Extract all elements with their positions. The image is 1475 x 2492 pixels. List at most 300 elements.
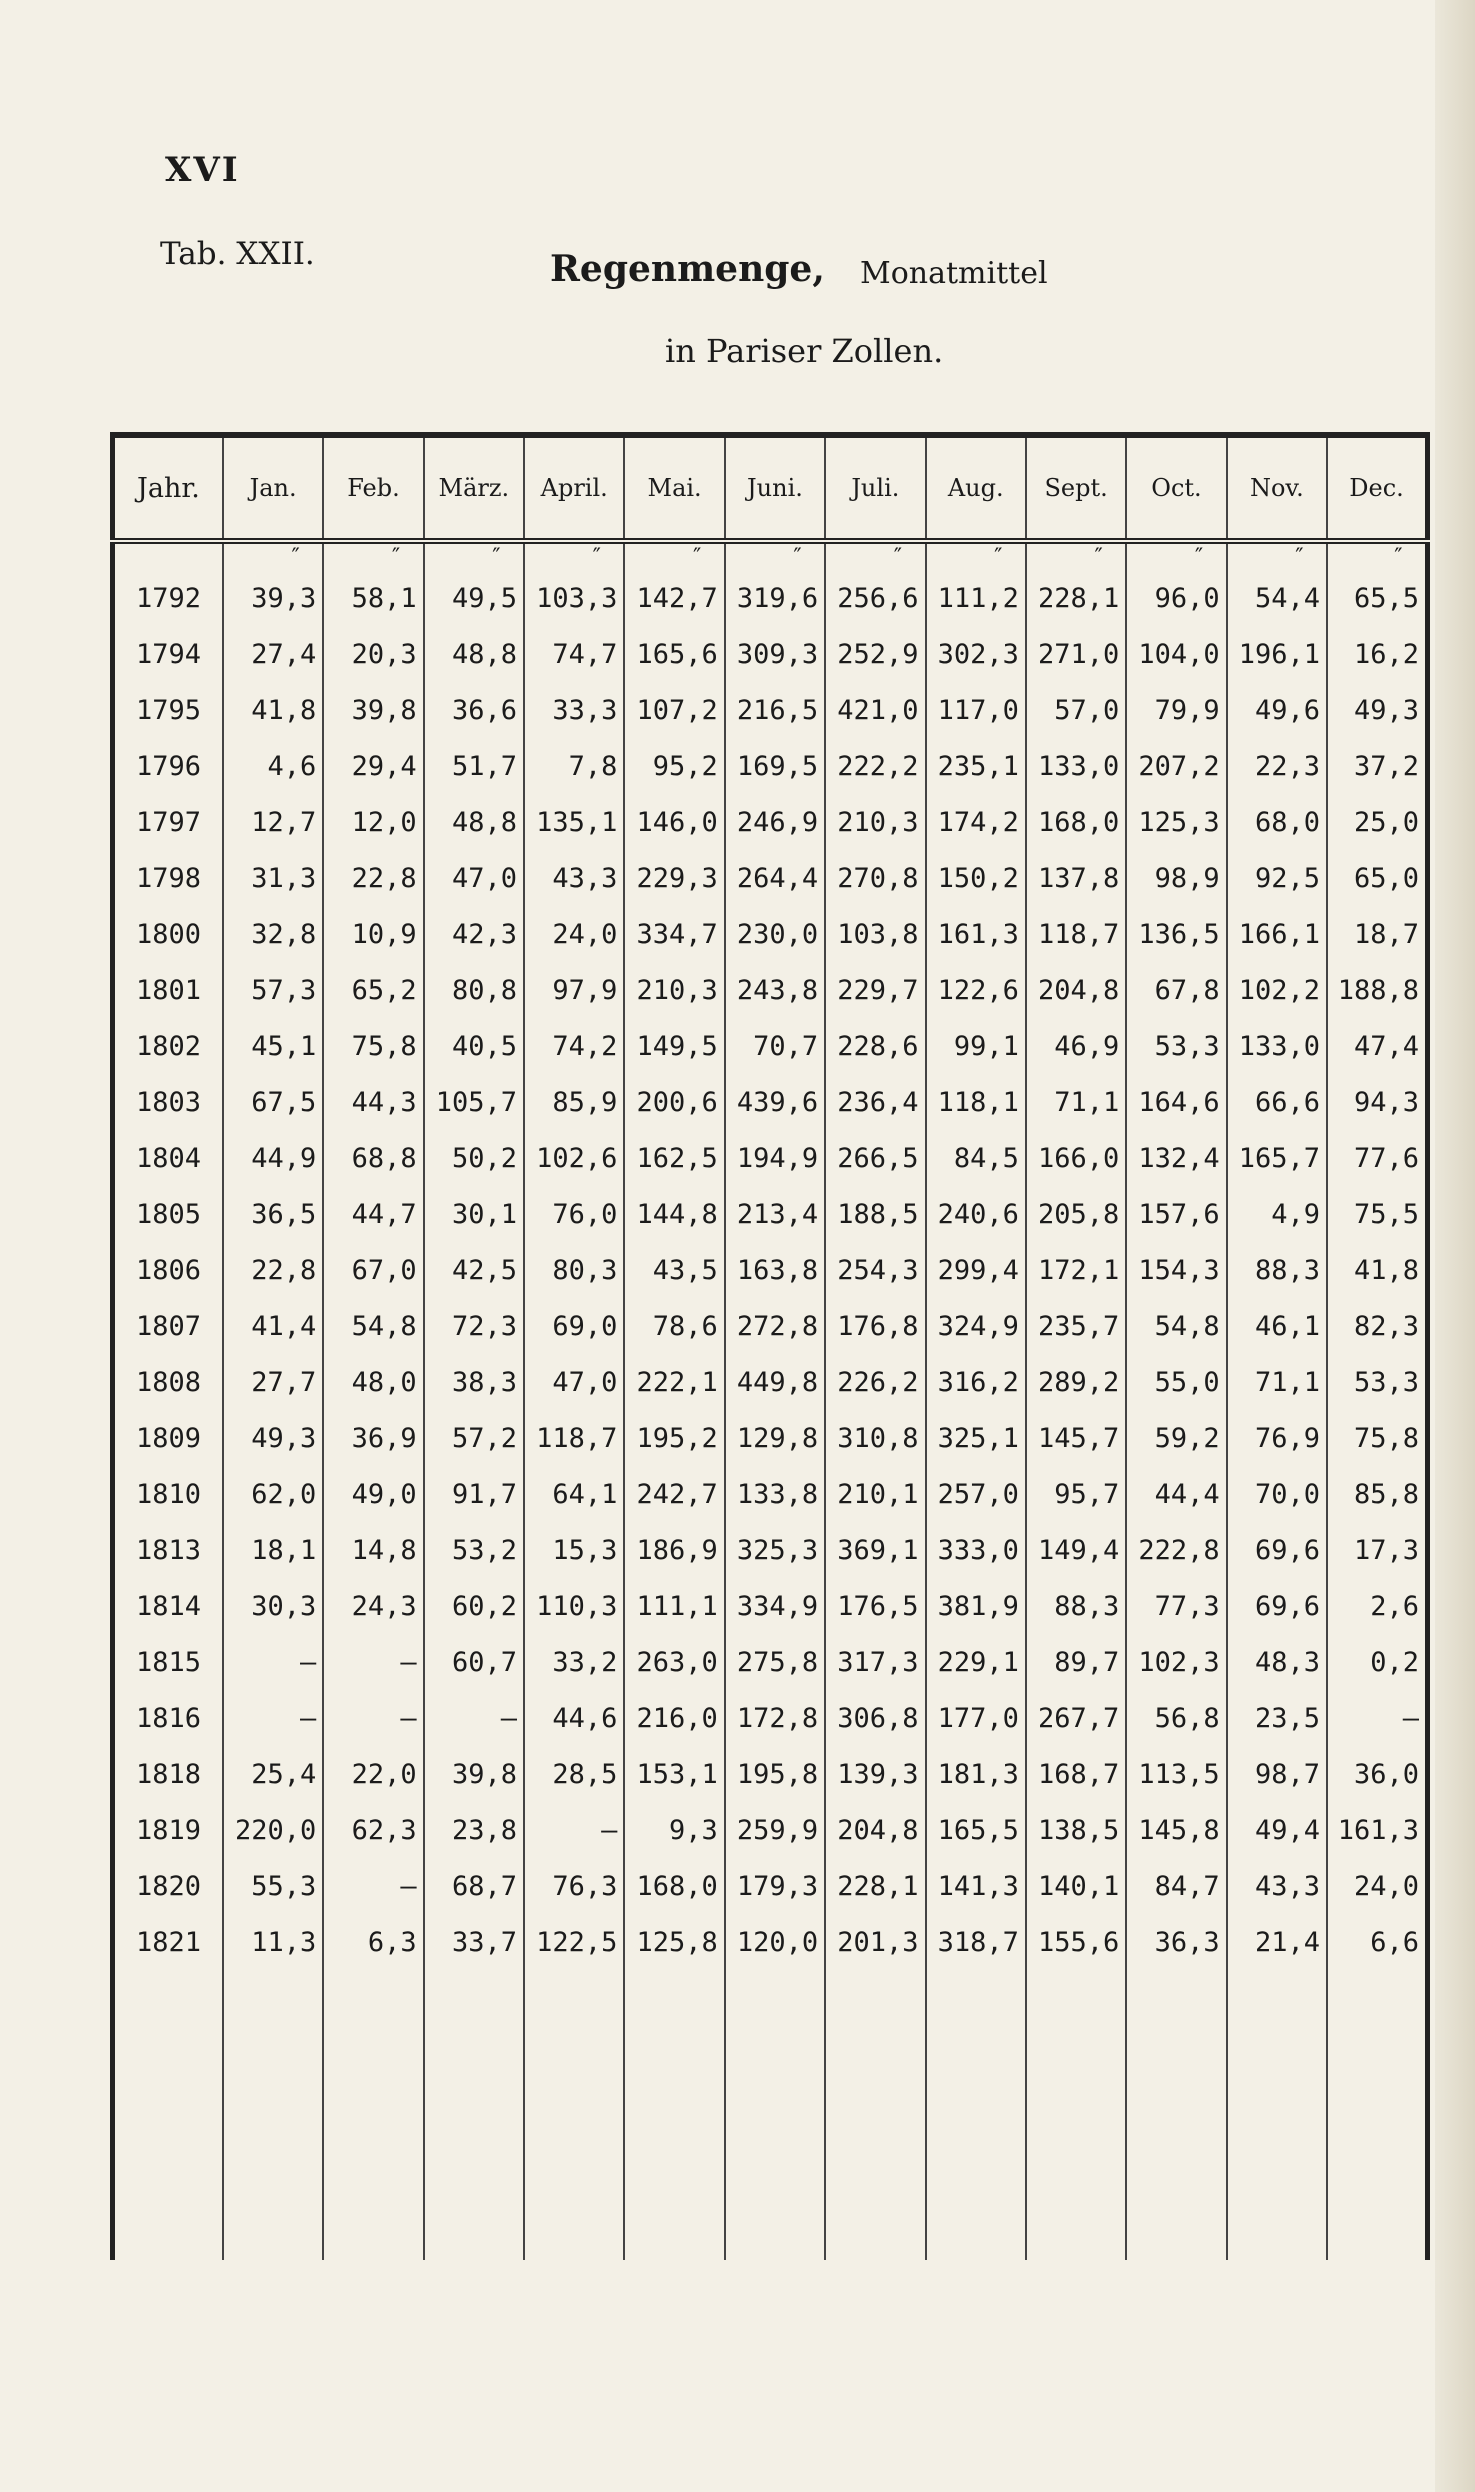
value-cell: 132,4 [1126, 1130, 1226, 1186]
year-cell: 1797 [113, 794, 223, 850]
value-cell: 6,6 [1327, 1914, 1427, 1970]
value-cell: 48,8 [424, 626, 524, 682]
year-cell: 1815 [113, 1634, 223, 1690]
value-cell: 105,7 [424, 1074, 524, 1130]
empty-ruled-space [113, 1970, 1428, 2260]
value-cell: 271,0 [1026, 626, 1126, 682]
unit-cell: ″ [624, 541, 724, 570]
value-cell: 67,0 [323, 1242, 423, 1298]
header-cell: Juni. [725, 435, 825, 541]
value-cell: 47,0 [524, 1354, 624, 1410]
value-cell: 118,7 [1026, 906, 1126, 962]
value-cell: 57,0 [1026, 682, 1126, 738]
value-cell: 45,1 [223, 1018, 323, 1074]
value-cell: 32,8 [223, 906, 323, 962]
value-cell: 210,3 [825, 794, 925, 850]
value-cell: 149,4 [1026, 1522, 1126, 1578]
value-cell: 74,2 [524, 1018, 624, 1074]
value-cell: 65,0 [1327, 850, 1427, 906]
empty-cell [223, 1970, 323, 2260]
value-cell: 165,6 [624, 626, 724, 682]
value-cell: 95,2 [624, 738, 724, 794]
value-cell: 165,7 [1227, 1130, 1327, 1186]
empty-cell [624, 1970, 724, 2260]
table-label: Tab. XXII. [160, 236, 315, 272]
table-subtitle: Monatmittel [860, 256, 1048, 291]
table-row [113, 1354, 1428, 1410]
value-cell: 25,4 [223, 1746, 323, 1802]
table-row [113, 794, 1428, 850]
header-cell: Aug. [926, 435, 1026, 541]
value-cell: 133,8 [725, 1466, 825, 1522]
value-cell: 421,0 [825, 682, 925, 738]
table-row [113, 1690, 1428, 1746]
value-cell: 275,8 [725, 1634, 825, 1690]
value-cell: 76,3 [524, 1858, 624, 1914]
value-cell: 207,2 [1126, 738, 1226, 794]
empty-cell [323, 1970, 423, 2260]
value-cell: 216,0 [624, 1690, 724, 1746]
value-cell: 195,8 [725, 1746, 825, 1802]
value-cell: 79,9 [1126, 682, 1226, 738]
value-cell: 4,6 [223, 738, 323, 794]
value-cell: 369,1 [825, 1522, 925, 1578]
value-cell: – [223, 1690, 323, 1746]
unit-cell: ″ [323, 541, 423, 570]
value-cell: 113,5 [1126, 1746, 1226, 1802]
value-cell: 75,8 [323, 1018, 423, 1074]
value-cell: 66,6 [1227, 1074, 1327, 1130]
value-cell: 439,6 [725, 1074, 825, 1130]
value-cell: 381,9 [926, 1578, 1026, 1634]
value-cell: 222,2 [825, 738, 925, 794]
value-cell: 70,7 [725, 1018, 825, 1074]
value-cell: 27,4 [223, 626, 323, 682]
value-cell: 166,0 [1026, 1130, 1126, 1186]
value-cell: 76,9 [1227, 1410, 1327, 1466]
unit-cell: ″ [524, 541, 624, 570]
value-cell: 228,6 [825, 1018, 925, 1074]
empty-cell [1227, 1970, 1327, 2260]
value-cell: 36,0 [1327, 1746, 1427, 1802]
value-cell: 36,6 [424, 682, 524, 738]
value-cell: 68,0 [1227, 794, 1327, 850]
header-cell: Mai. [624, 435, 724, 541]
value-cell: 44,3 [323, 1074, 423, 1130]
year-cell: 1804 [113, 1130, 223, 1186]
value-cell: 42,5 [424, 1242, 524, 1298]
table-row [113, 1746, 1428, 1802]
value-cell: 222,1 [624, 1354, 724, 1410]
value-cell: 242,7 [624, 1466, 724, 1522]
value-cell: 196,1 [1227, 626, 1327, 682]
year-cell: 1794 [113, 626, 223, 682]
value-cell: 270,8 [825, 850, 925, 906]
value-cell: 60,7 [424, 1634, 524, 1690]
value-cell: 76,0 [524, 1186, 624, 1242]
value-cell: 306,8 [825, 1690, 925, 1746]
year-cell: 1821 [113, 1914, 223, 1970]
value-cell: 84,5 [926, 1130, 1026, 1186]
value-cell: 89,7 [1026, 1634, 1126, 1690]
value-cell: 103,8 [825, 906, 925, 962]
value-cell: 6,3 [323, 1914, 423, 1970]
value-cell: 195,2 [624, 1410, 724, 1466]
value-cell: 41,8 [1327, 1242, 1427, 1298]
year-cell: 1808 [113, 1354, 223, 1410]
table-row [113, 1466, 1428, 1522]
value-cell: 69,0 [524, 1298, 624, 1354]
unit-row [113, 541, 1428, 570]
value-cell: 229,1 [926, 1634, 1026, 1690]
value-cell: 67,5 [223, 1074, 323, 1130]
value-cell: 62,0 [223, 1466, 323, 1522]
value-cell: 56,8 [1126, 1690, 1226, 1746]
year-cell: 1798 [113, 850, 223, 906]
value-cell: – [323, 1634, 423, 1690]
value-cell: 41,8 [223, 682, 323, 738]
header-cell: Juli. [825, 435, 925, 541]
value-cell: 122,5 [524, 1914, 624, 1970]
value-cell: 22,0 [323, 1746, 423, 1802]
value-cell: 54,8 [323, 1298, 423, 1354]
value-cell: 53,3 [1327, 1354, 1427, 1410]
value-cell: 64,1 [524, 1466, 624, 1522]
value-cell: 38,3 [424, 1354, 524, 1410]
table-row [113, 1634, 1428, 1690]
value-cell: 15,3 [524, 1522, 624, 1578]
value-cell: 0,2 [1327, 1634, 1427, 1690]
value-cell: 67,8 [1126, 962, 1226, 1018]
value-cell: 236,4 [825, 1074, 925, 1130]
value-cell: 42,3 [424, 906, 524, 962]
year-cell: 1818 [113, 1746, 223, 1802]
value-cell: 40,5 [424, 1018, 524, 1074]
value-cell: 94,3 [1327, 1074, 1427, 1130]
value-cell: – [323, 1690, 423, 1746]
value-cell: 68,8 [323, 1130, 423, 1186]
value-cell: 161,3 [926, 906, 1026, 962]
value-cell: 69,6 [1227, 1522, 1327, 1578]
value-cell: 117,0 [926, 682, 1026, 738]
value-cell: 228,1 [1026, 570, 1126, 626]
value-cell: 137,8 [1026, 850, 1126, 906]
value-cell: – [223, 1634, 323, 1690]
value-cell: 77,3 [1126, 1578, 1226, 1634]
unit-line: in Pariser Zollen. [665, 332, 944, 370]
value-cell: 125,3 [1126, 794, 1226, 850]
empty-cell [524, 1970, 624, 2260]
header-row [113, 435, 1428, 541]
value-cell: 118,7 [524, 1410, 624, 1466]
value-cell: 216,5 [725, 682, 825, 738]
value-cell: 85,9 [524, 1074, 624, 1130]
value-cell: 157,6 [1126, 1186, 1226, 1242]
value-cell: 21,4 [1227, 1914, 1327, 1970]
year-cell: 1801 [113, 962, 223, 1018]
value-cell: 333,0 [926, 1522, 1026, 1578]
value-cell: 88,3 [1026, 1578, 1126, 1634]
value-cell: 142,7 [624, 570, 724, 626]
table-row [113, 962, 1428, 1018]
value-cell: 53,2 [424, 1522, 524, 1578]
value-cell: 129,8 [725, 1410, 825, 1466]
value-cell: 49,3 [1327, 682, 1427, 738]
value-cell: 43,3 [524, 850, 624, 906]
table-row [113, 1298, 1428, 1354]
value-cell: 36,5 [223, 1186, 323, 1242]
value-cell: 28,5 [524, 1746, 624, 1802]
unit-cell: ″ [1126, 541, 1226, 570]
value-cell: 136,5 [1126, 906, 1226, 962]
year-cell: 1809 [113, 1410, 223, 1466]
value-cell: 107,2 [624, 682, 724, 738]
year-cell: 1795 [113, 682, 223, 738]
value-cell: 46,9 [1026, 1018, 1126, 1074]
value-cell: 41,4 [223, 1298, 323, 1354]
value-cell: 110,3 [524, 1578, 624, 1634]
value-cell: 44,6 [524, 1690, 624, 1746]
value-cell: 104,0 [1126, 626, 1226, 682]
value-cell: 43,3 [1227, 1858, 1327, 1914]
year-cell: 1803 [113, 1074, 223, 1130]
value-cell: 44,7 [323, 1186, 423, 1242]
value-cell: 164,6 [1126, 1074, 1226, 1130]
table-row [113, 850, 1428, 906]
value-cell: 44,9 [223, 1130, 323, 1186]
value-cell: 138,5 [1026, 1802, 1126, 1858]
value-cell: 172,1 [1026, 1242, 1126, 1298]
value-cell: 176,5 [825, 1578, 925, 1634]
value-cell: – [1327, 1690, 1427, 1746]
value-cell: 204,8 [825, 1802, 925, 1858]
value-cell: 210,3 [624, 962, 724, 1018]
value-cell: 264,4 [725, 850, 825, 906]
value-cell: 36,9 [323, 1410, 423, 1466]
value-cell: 68,7 [424, 1858, 524, 1914]
value-cell: 39,3 [223, 570, 323, 626]
value-cell: 12,0 [323, 794, 423, 850]
value-cell: 72,3 [424, 1298, 524, 1354]
value-cell: 22,8 [323, 850, 423, 906]
value-cell: 85,8 [1327, 1466, 1427, 1522]
value-cell: 80,3 [524, 1242, 624, 1298]
value-cell: 51,7 [424, 738, 524, 794]
table-row [113, 570, 1428, 626]
value-cell: 98,7 [1227, 1746, 1327, 1802]
value-cell: 92,5 [1227, 850, 1327, 906]
page-number: XVI [165, 150, 240, 190]
value-cell: 48,8 [424, 794, 524, 850]
value-cell: 48,0 [323, 1354, 423, 1410]
value-cell: 39,8 [323, 682, 423, 738]
empty-cell [1126, 1970, 1226, 2260]
table-row [113, 1578, 1428, 1634]
page-edge [1435, 0, 1475, 2492]
value-cell: 118,1 [926, 1074, 1026, 1130]
value-cell: 22,8 [223, 1242, 323, 1298]
header-cell: Oct. [1126, 435, 1226, 541]
value-cell: 30,1 [424, 1186, 524, 1242]
table-row [113, 1018, 1428, 1074]
value-cell: 267,7 [1026, 1690, 1126, 1746]
empty-cell [825, 1970, 925, 2260]
value-cell: 95,7 [1026, 1466, 1126, 1522]
table-row [113, 1522, 1428, 1578]
unit-cell: ″ [825, 541, 925, 570]
value-cell: 20,3 [323, 626, 423, 682]
value-cell: 111,1 [624, 1578, 724, 1634]
empty-cell [113, 1970, 223, 2260]
value-cell: 161,3 [1327, 1802, 1427, 1858]
value-cell: 256,6 [825, 570, 925, 626]
table-row [113, 1242, 1428, 1298]
table-title: Regenmenge, [550, 248, 825, 290]
value-cell: 176,8 [825, 1298, 925, 1354]
value-cell: 103,3 [524, 570, 624, 626]
value-cell: 309,3 [725, 626, 825, 682]
empty-cell [926, 1970, 1026, 2260]
value-cell: 43,5 [624, 1242, 724, 1298]
value-cell: 71,1 [1026, 1074, 1126, 1130]
value-cell: 263,0 [624, 1634, 724, 1690]
value-cell: 2,6 [1327, 1578, 1427, 1634]
value-cell: 133,0 [1227, 1018, 1327, 1074]
value-cell: 54,4 [1227, 570, 1327, 626]
value-cell: 213,4 [725, 1186, 825, 1242]
value-cell: 18,1 [223, 1522, 323, 1578]
value-cell: – [524, 1802, 624, 1858]
value-cell: 125,8 [624, 1914, 724, 1970]
table-row [113, 1802, 1428, 1858]
value-cell: 302,3 [926, 626, 1026, 682]
value-cell: 319,6 [725, 570, 825, 626]
value-cell: 200,6 [624, 1074, 724, 1130]
table-row [113, 1130, 1428, 1186]
year-cell: 1807 [113, 1298, 223, 1354]
value-cell: 111,2 [926, 570, 1026, 626]
value-cell: 150,2 [926, 850, 1026, 906]
value-cell: 77,6 [1327, 1130, 1427, 1186]
value-cell: 12,7 [223, 794, 323, 850]
value-cell: 74,7 [524, 626, 624, 682]
value-cell: 181,3 [926, 1746, 1026, 1802]
year-cell: 1814 [113, 1578, 223, 1634]
unit-cell: ″ [424, 541, 524, 570]
value-cell: 69,6 [1227, 1578, 1327, 1634]
header-cell: Dec. [1327, 435, 1427, 541]
value-cell: 23,5 [1227, 1690, 1327, 1746]
value-cell: 53,3 [1126, 1018, 1226, 1074]
value-cell: 65,5 [1327, 570, 1427, 626]
value-cell: 240,6 [926, 1186, 1026, 1242]
unit-cell: ″ [223, 541, 323, 570]
value-cell: 318,7 [926, 1914, 1026, 1970]
value-cell: 246,9 [725, 794, 825, 850]
table-row [113, 682, 1428, 738]
value-cell: 57,3 [223, 962, 323, 1018]
value-cell: 78,6 [624, 1298, 724, 1354]
value-cell: 33,2 [524, 1634, 624, 1690]
value-cell: 146,0 [624, 794, 724, 850]
value-cell: 133,0 [1026, 738, 1126, 794]
value-cell: 33,3 [524, 682, 624, 738]
value-cell: 235,1 [926, 738, 1026, 794]
value-cell: 172,8 [725, 1690, 825, 1746]
unit-cell: ″ [1327, 541, 1427, 570]
value-cell: 254,3 [825, 1242, 925, 1298]
value-cell: 141,3 [926, 1858, 1026, 1914]
unit-cell: ″ [926, 541, 1026, 570]
header-cell: Jahr. [113, 435, 223, 541]
value-cell: 235,7 [1026, 1298, 1126, 1354]
value-cell: 11,3 [223, 1914, 323, 1970]
value-cell: 17,3 [1327, 1522, 1427, 1578]
value-cell: 299,4 [926, 1242, 1026, 1298]
value-cell: 97,9 [524, 962, 624, 1018]
value-cell: 168,7 [1026, 1746, 1126, 1802]
value-cell: 325,3 [725, 1522, 825, 1578]
value-cell: 39,8 [424, 1746, 524, 1802]
value-cell: 204,8 [1026, 962, 1126, 1018]
value-cell: 163,8 [725, 1242, 825, 1298]
value-cell: 75,5 [1327, 1186, 1427, 1242]
value-cell: 49,4 [1227, 1802, 1327, 1858]
value-cell: 102,3 [1126, 1634, 1226, 1690]
year-cell: 1816 [113, 1690, 223, 1746]
value-cell: 102,2 [1227, 962, 1327, 1018]
value-cell: 226,2 [825, 1354, 925, 1410]
unit-cell: ″ [1227, 541, 1327, 570]
value-cell: 16,2 [1327, 626, 1427, 682]
value-cell: 266,5 [825, 1130, 925, 1186]
value-cell: 91,7 [424, 1466, 524, 1522]
value-cell: 230,0 [725, 906, 825, 962]
value-cell: 84,7 [1126, 1858, 1226, 1914]
value-cell: – [323, 1858, 423, 1914]
year-cell: 1813 [113, 1522, 223, 1578]
year-cell: 1805 [113, 1186, 223, 1242]
value-cell: 310,8 [825, 1410, 925, 1466]
value-cell: 47,4 [1327, 1018, 1427, 1074]
value-cell: 149,5 [624, 1018, 724, 1074]
value-cell: 449,8 [725, 1354, 825, 1410]
value-cell: 144,8 [624, 1186, 724, 1242]
value-cell: 169,5 [725, 738, 825, 794]
value-cell: 122,6 [926, 962, 1026, 1018]
value-cell: 7,8 [524, 738, 624, 794]
value-cell: 82,3 [1327, 1298, 1427, 1354]
value-cell: 60,2 [424, 1578, 524, 1634]
unit-cell: ″ [725, 541, 825, 570]
year-cell: 1820 [113, 1858, 223, 1914]
value-cell: 24,0 [1327, 1858, 1427, 1914]
value-cell: 140,1 [1026, 1858, 1126, 1914]
value-cell: 55,3 [223, 1858, 323, 1914]
value-cell: 165,5 [926, 1802, 1026, 1858]
value-cell: 334,7 [624, 906, 724, 962]
value-cell: 57,2 [424, 1410, 524, 1466]
value-cell: 188,5 [825, 1186, 925, 1242]
value-cell: 23,8 [424, 1802, 524, 1858]
value-cell: 24,3 [323, 1578, 423, 1634]
value-cell: 44,4 [1126, 1466, 1226, 1522]
value-cell: 179,3 [725, 1858, 825, 1914]
value-cell: 9,3 [624, 1802, 724, 1858]
value-cell: 252,9 [825, 626, 925, 682]
year-cell: 1792 [113, 570, 223, 626]
value-cell: 145,8 [1126, 1802, 1226, 1858]
